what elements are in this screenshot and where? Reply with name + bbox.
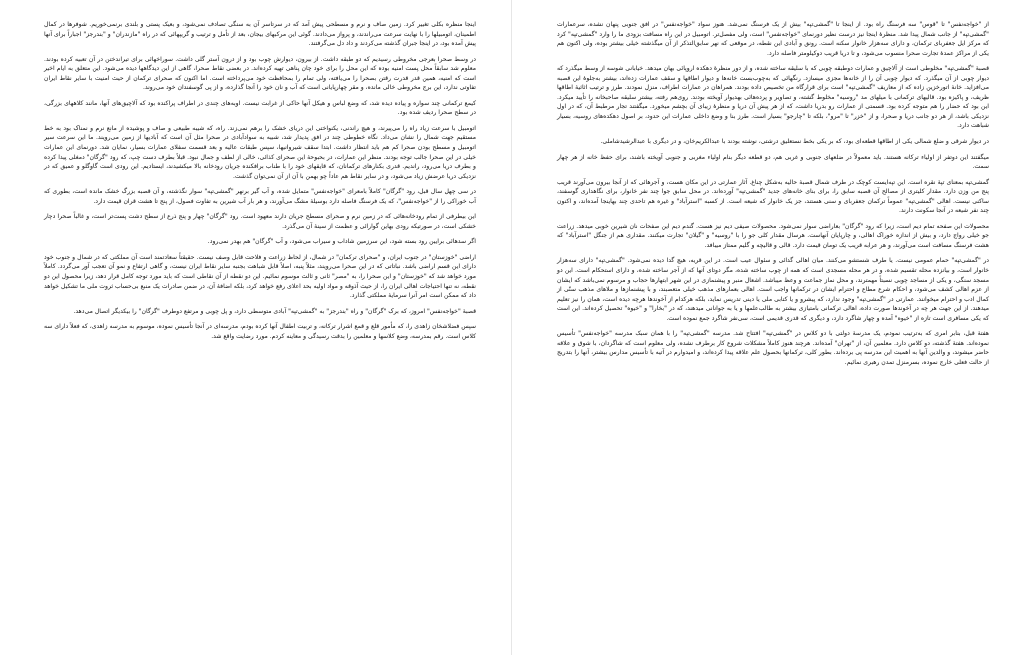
paragraph: اینجا منظره بکلی تغییر کرد. زمین صاف و نرم و مسطحی پیش آمد که در سرتاسر آن به سنگی تصادف نمی‌شود، و بعیک پستی و بلندی برنمی‌خوریم. شوفرها در کمال اطمینان، اتومبیلها را با نهایت سرعت می‌راندند، و پرواز می‌دادند. گوئی این مرکبهای بیجان، بعد از تأمل و ترتیب و گریپهائی که در راه "مازندران" و "بندرجز" اجباراً برای آنها پیش آمده بود، در اینجا جبران گذشته می‌کردند و داد دل می‌گرفتند. xyxy=(44,21,476,48)
paragraph: هفتهٔ قبل، بنابر امری که به‌ترتیب نمودم، یک مدرسهٔ دولتی با دو کلاس در "گمشی‌تپه" افتتاح شد. مدرسه "گمشی‌تپه" را با همان سبک مدرسه "خواجه‌نفس" تأسیس نموده‌اند. هفتهٔ گذشته، دو کلاس دارد. معلمین آن، از "تهران" آمده‌اند. هرچند هنوز کاملاً مشکلات شروع کار برطرف نشده، ولی معلوم است که شاگردان، با شوق و علاقه حاضر میشوند، و والدین آنها به اهمیت این مدرسه پی برده‌اند. بطور کلی، ترکمانها بحصول علم علاقه پیدا کرده‌اند، و امیدوارم در آتیه با تأسیس مدارس بیشتر، آنها را بتدریج از حالت فعلی خارج نموده، بسرمنزل تمدن رهبری نمائیم. xyxy=(557,330,989,366)
right-page xyxy=(519,6,1019,649)
left-page-text xyxy=(44,20,476,639)
paragraph: میگفتند این دوتفر از اولیاء ترکانه هستند. باید معمولاً در ضلعهای جنوبی و غربی هم، دو قطعه دیگر بنام اولیاء مغربی و جنوبی آویخته باشند، برای حفظ خانه از هر چهار سمت. xyxy=(557,153,989,171)
paragraph: در سی چهل سال قبل، رود "گرگان" کاملاً بامعرای "خواجه‌نفس" متمایل شده، و آب گیر برنهر "گمشی‌تپه" سوار نگذشته، و آن قصبه بزرگ خشک مانده است، بطوری که آب خوراکی را از "خواجه‌نفس"، که یک فرسنگ فاصله دارد بوسیلهٔ مشگ می‌آورند، و هر بار آب شیرین به تفاوت فصول، از پنج تا هشت قران قیمت دارد. xyxy=(44,188,476,205)
paragraph: در وسط صحرا بعرجی مخروطی رسیدیم که دو طبقه داشت. از بیرون، دیوارش چوب بود و از درون آستر گلی داشت. سوراخهائی برای تیراندختن در آن تعبیه کرده بودند. معلوم شد سابقاً محل پست امنیه بوده که این محل را برای خود چان پناهی تهیه کرده‌اند. در بعضی نقاط صحرا، گاهی از این دیدگاهها دیده می‌شود. این متعلق به ایام اخیر است که امنیه، همین قدر قدرت رقتن بصحرا را می‌یافته، ولی تمام را بمحافظت خود می‌پرداخته است. اما اکنون که صحرای ترکمان از حیث امنیت با سایر نقاط ایران تفاوتی ندارد، این برج مخروطی خالی مانده، و مقر چهارپایانی است که آب و نان خود را آنجا گذارده، و از پی گوسفندان خود می‌روند. xyxy=(44,55,476,92)
paragraph: قصبهٔ "گمشی‌تپه" مخلوطی است از آلاچیق و عمارات دوطبقه چوبی که با سلیقه ساخته شده، و از دور منظرهٔ دهکده اروپائی بهان میدهد. خیابانی شوسه از وسط میگذرد که دیوار چوبی از آن میگذرد. که دیوار چوبی آن را از خانه‌ها مجزی میسازد. رنگهائی که به‌چوب‌بست خانه‌ها و دیوار اطاقها و سقف عمارات زده‌اند، بیشتر به‌جلوهٔ این قصبه می‌افزاید. خانهٔ اتورخزین زاده که از معاریف "گمشی‌تپه" است برای قرارگاه من تخصیص داده بودند. همراهان در عمارات اطراف، منزل نمودند. طرز و ترتیب اثاثیهٔ اطاقها ظریف، و پاکیزه بود. قالیهای ترکمانی با میلهای مد "روسیه" مخلوط گشته، و تصاویر و پرده‌هائی بهدیوار آویخته بودند. روی‌هم رفته، بیشتر سلیقه صاحبخانه را تأیید میکرد. این بود که حضار را هم متوجه کرده بود. قسمتی از عمارات رو بدریا داشت، که از هر پیش آن دریا و منظرهٔ زیبای آن بچشم میخورد. میگفتند تجار مرطبط آن، که در اول نزدیکی باشد، از هر دو جانب دریا و صحرا، و از "خزر" تا "مرو"، بلکه تا "چارجو" بسیار است. طرز بنا و وضع داخلی عمارات این حدود، بر اصول دهکده‌های روسیه، بسیار شباهت دارد. xyxy=(557,65,989,130)
paragraph: این بیطرفی از تمام رودخانه‌هائی که در زمین نرم و صحرای مسطح جریان دارند معهود است. رود "گرگان" چهار و پنج ذرع از سطح دشت پست‌تر است، و غالباً صحرا دچار خشکی است، در صورتیکه رودی بهاین گوارائی و عظمت از سینهٔ آن می‌گذرد. xyxy=(44,213,476,230)
paragraph: کیمع ترکمانی چند سواره و پیاده دیده شد، که وضع لباس و هیکل آنها حاکی از غرابت نیست. اوبه‌های چندی در اطراف پراکنده بود که آلاچیق‌های آنها، مانند کلاههای بزرگی، در سطح صحرا ردیف شده بود. xyxy=(44,99,476,117)
paragraph: گمشی‌تپه بمعنای تپهٔ نقره است. این تپه‌ایست کوچک در طرف شمال قصبهٔ حالیه به‌شکل چناغ. آثار عمارتی در این مکان هست، و آجرهائی که از آنجا بیرون می‌آورند قریب پنج من وزن دارد. مقدار کلیتری از مصالح آن قصبه سابق را، برای بنای خانه‌های جدید "گمشی‌تپه" آورده‌اند. در محل سابق جوا چند نفر خانوار، برای نگاهداری گوسفند، ساکنی نیست. اهالی "گمشی‌تپه" عموماً ترکمان جعفربای و سنی هستند، جز یک خانوار که شیعه است. از کسبه "استرآباد" و غیره هم تاحدی چند بهاینجا آمده‌اند، و اکنون چند نفر شیعه در آنجا سکونت دارند. xyxy=(557,178,989,215)
page-divider xyxy=(511,0,512,655)
paragraph: در دیوار شرقی و ضلع شمالی یکی از اطاقها قطعه‌ای بود، که بر یکی بخط نستعلیق درشتی، نوشته بودند با عبدالکریم‌خان، و در دیگری با عبدالرشیدشاملی. xyxy=(600,138,989,146)
paragraph: اراضی "خوزستان" در جنوب ایران، و "صحرای ترکمان" در شمال، از لحاظ زراعت و فلاحت قابل وصف نیست. حقیقتاً سعادتمند است آن مملکتی که در شمال و جنوب خود دارای این قسم اراضی باشد. نباتاتی که در این صحرا می‌رویند، مثلاً پنبه، اصلاً قابل شباهت بجنبه سایر نقاط ایران نیست، و گاهی ارتفاع و نمو آن تعجب آور می‌گردد. کاملاً مورد خواهد شد که "خوزستان" و این صحرا را، به "مصر" ثانی و ثالث موسوم نمائیم. این دو نقطه از آن نقاطی است که باید مورد توجه کامل قرار دهد، زیرا محصول این دو نقطه، نه تنها احتیاجات اهالی ایران را، از حیث آذوقه و مواد اولیه بحد اعلای رفع خواهد کرد، بلکه اضافهٔ آن، در ضمن صادرات یک منبع بی‌حساب ثروت ملی ما تشکیل خواهد داد که ممکن است امر آنرا سرمایهٔ مملکتی گذارد. xyxy=(44,253,476,300)
paragraph: سپس فضلاشخان زاهدی را، که مأمور قلع و قمع اشرار ترکانه، و تربیت اطفال آنها کرده بودم، مدرسه‌ای در آنجا تأسیس نموده، موسوم به مدرسه زاهدی، که فعلاً دارای سه کلاس است. رقم بمدرسه، وضع کلاسها و معلمین را بدقت رسیدگی و معاینه کردم. مورد رضایت واقع شد. xyxy=(44,323,476,340)
paragraph: از "خواجه‌نفس" تا "قوس" سه فرسنگ راه بود. از اینجا تا "گمشی‌تپه" بیش از یک فرسنگ نمی‌شد. هنوز سواد "خواجه‌نفس" در افق جنوبی پنهان نشده، سرعمارات "گمشی‌تپه" از جانب شمال پیدا شد. منظرهٔ اینجا نیز درست نظیر دورنمای "خواجه‌نفس" است، ولی مفصل‌تر. اتومبیل در این راه مسافت بزودی ما را وارد "گمشی‌تپه" کرد که مرکز ایل جعفربای ترکمان، و دارای سه‌هزار خانوار سکنه است. رونق و آبادی این نقطه، در موقعی که نهر سابق‌التذکر از آن میگذشته خیلی بیشتر بوده، ولی اکنون هم یکی از مراکز عمدهٔ تجارت صحرا منسوب می‌شود، و تا دریا قریب دوکیلومتر فاصله دارد. xyxy=(557,21,989,57)
right-page-text xyxy=(557,20,989,639)
paragraph: قصبهٔ "خواجه‌نفس" امروز، که برک "گرگان" و راه "بندرجز" به "گمشی‌تپه" آبادی متوسطی دارد، و پل چوبی و مرتفع دوطرف "گرگان" را بیکدیگر اتصال می‌دهد. xyxy=(73,307,476,315)
left-page xyxy=(6,6,506,649)
paragraph: محصولات این صفحه تمام دیم است، زیرا که رود "گرگان" بعاراضی سوار نمی‌شود. محصولات صیفی دیم نیز هست. گندم دیم این صفحات نان شیرین خوبی میدهد. زراعت جو خیلی رواج دارد، و بیش از اندازه خوراک اهالی، و چارپایان آنهاست. هرسال مقدار کلی جو را با "روسیه" و "گیلان" تجارت میکنند. مقداری هم از جنگل "استرآباد" که هشت فرسنگ مسافت است می‌آورند، و هر عرابه قریب یک تومان قیمت دارد. قالی و قالیچه و گلیم ممتاز میبافد. xyxy=(557,222,989,249)
paragraph: اتومبیل با سرعت زیاد راه را می‌پیرند، و هیچ راندنی، یکنواختی این دریای خشک را برهم نمی‌زند. راه، که شیبه طبیعی و صاف و پوشیده از مانع نرم و نمناک بود به خط مستقیم جهت شمال را نشان می‌داد. نگاه خطوطی چند در افق پدیدار شد، شبیه به سوادآبادی در صحرا مثل آن است که آبادیها از زمین می‌رویند. ما این سرعت سیر اتومبیل و مسطح بودن صحرا کم هم باید انتظار داشت. ابتدا سقف شیروانیها، سپس طبقات عالیه و بعد قسمت سفلای عمارات بسیار، نمایان شد. دورنمای این عمارات خیلی در این صحرا جالب توجه بودند. منظر این عمارات، در بحبوحهٔ این صحرای کذائی، خالی از لطف و جمال نبود. قبلاً بطرف دست چپ، که رود "گرگان" دمغلی پیدا کرده و بطرف دریا می‌رود، راندیم. قدری بکنارهای ترکمانان، که قایقهای خود را با طناب برافکنده جریان رودخانه بالا میکشیدند، ایستادیم. این رودی است گاوگلو و عمیق که در نزدیکی دریا عرضش زیاد می‌شود، و در سایر نقاط هم عاداً چو بهمن با آن از آن نمی‌توان گذشت. xyxy=(44,124,476,180)
paragraph: اگر سدهائی برایین رود بسته شود، این سرزمین شاداب و سیراب می‌شود، و آب "گرگان" هم بهدر نمی‌رود. xyxy=(207,238,476,246)
paragraph: در "گمشی‌تپه" حمام عمومی نیست. یا طرف شستشو می‌کنند. میان اهالی گدائی و سئوال عیب است. در این قریه، هیچ گدا دیده نمی‌شود. "گمشی‌تپه" دارای سه‌هزار خانوار است، و بیانزده محله تقسیم شده، و در هر محله مسجدی است که همه از چوب ساخته شده، مگر دوتای آنها که از آجر ساخته شده، و دارای استحکام است. این دو مسجد سنگی، و یکی از مساجد چوبی نسبتاً مهمترند، و محل نماز جماعت و وعظ میباشد. اشعال منبر و پیشنمازی در این شهر ابتهارها حجاب و مرسوم نمی‌باشد که ایشان از عزم اهالی کشف می‌شود، و احکام شرع مطاع و احترام ایشان در ترکمانها واجب است. اهالی بعمارهای مذهب خیلی متعصبند، و با پیشنمازها و ملاهای مذهب سنّی از کمال ادب و احترام میخوانند. عمارتی در "گمشی‌تپه" وجود ندارد، که پیشرو و یا کتابی ملی یا دینی تدریس نماید، بلکه هرکدام از آخوندها هرچه دیده است، همان را نیز تعلیم میدهند. از این جهت هر چه در آخوندها صورت داده، اهالی ترکمانی بامتیازی بیشتر به طالب‌علمها و یا به جوانانی میدهند، که در "بخارا" و "خیوه" تحصیل کرده‌اند. این است که یکی مسافری است تازه از "خیوه" آمده و چهار شاگرد دارد، و دیگری که قدری قدیمی است، سی‌نفر شاگرد جمع نموده است. xyxy=(557,257,989,322)
